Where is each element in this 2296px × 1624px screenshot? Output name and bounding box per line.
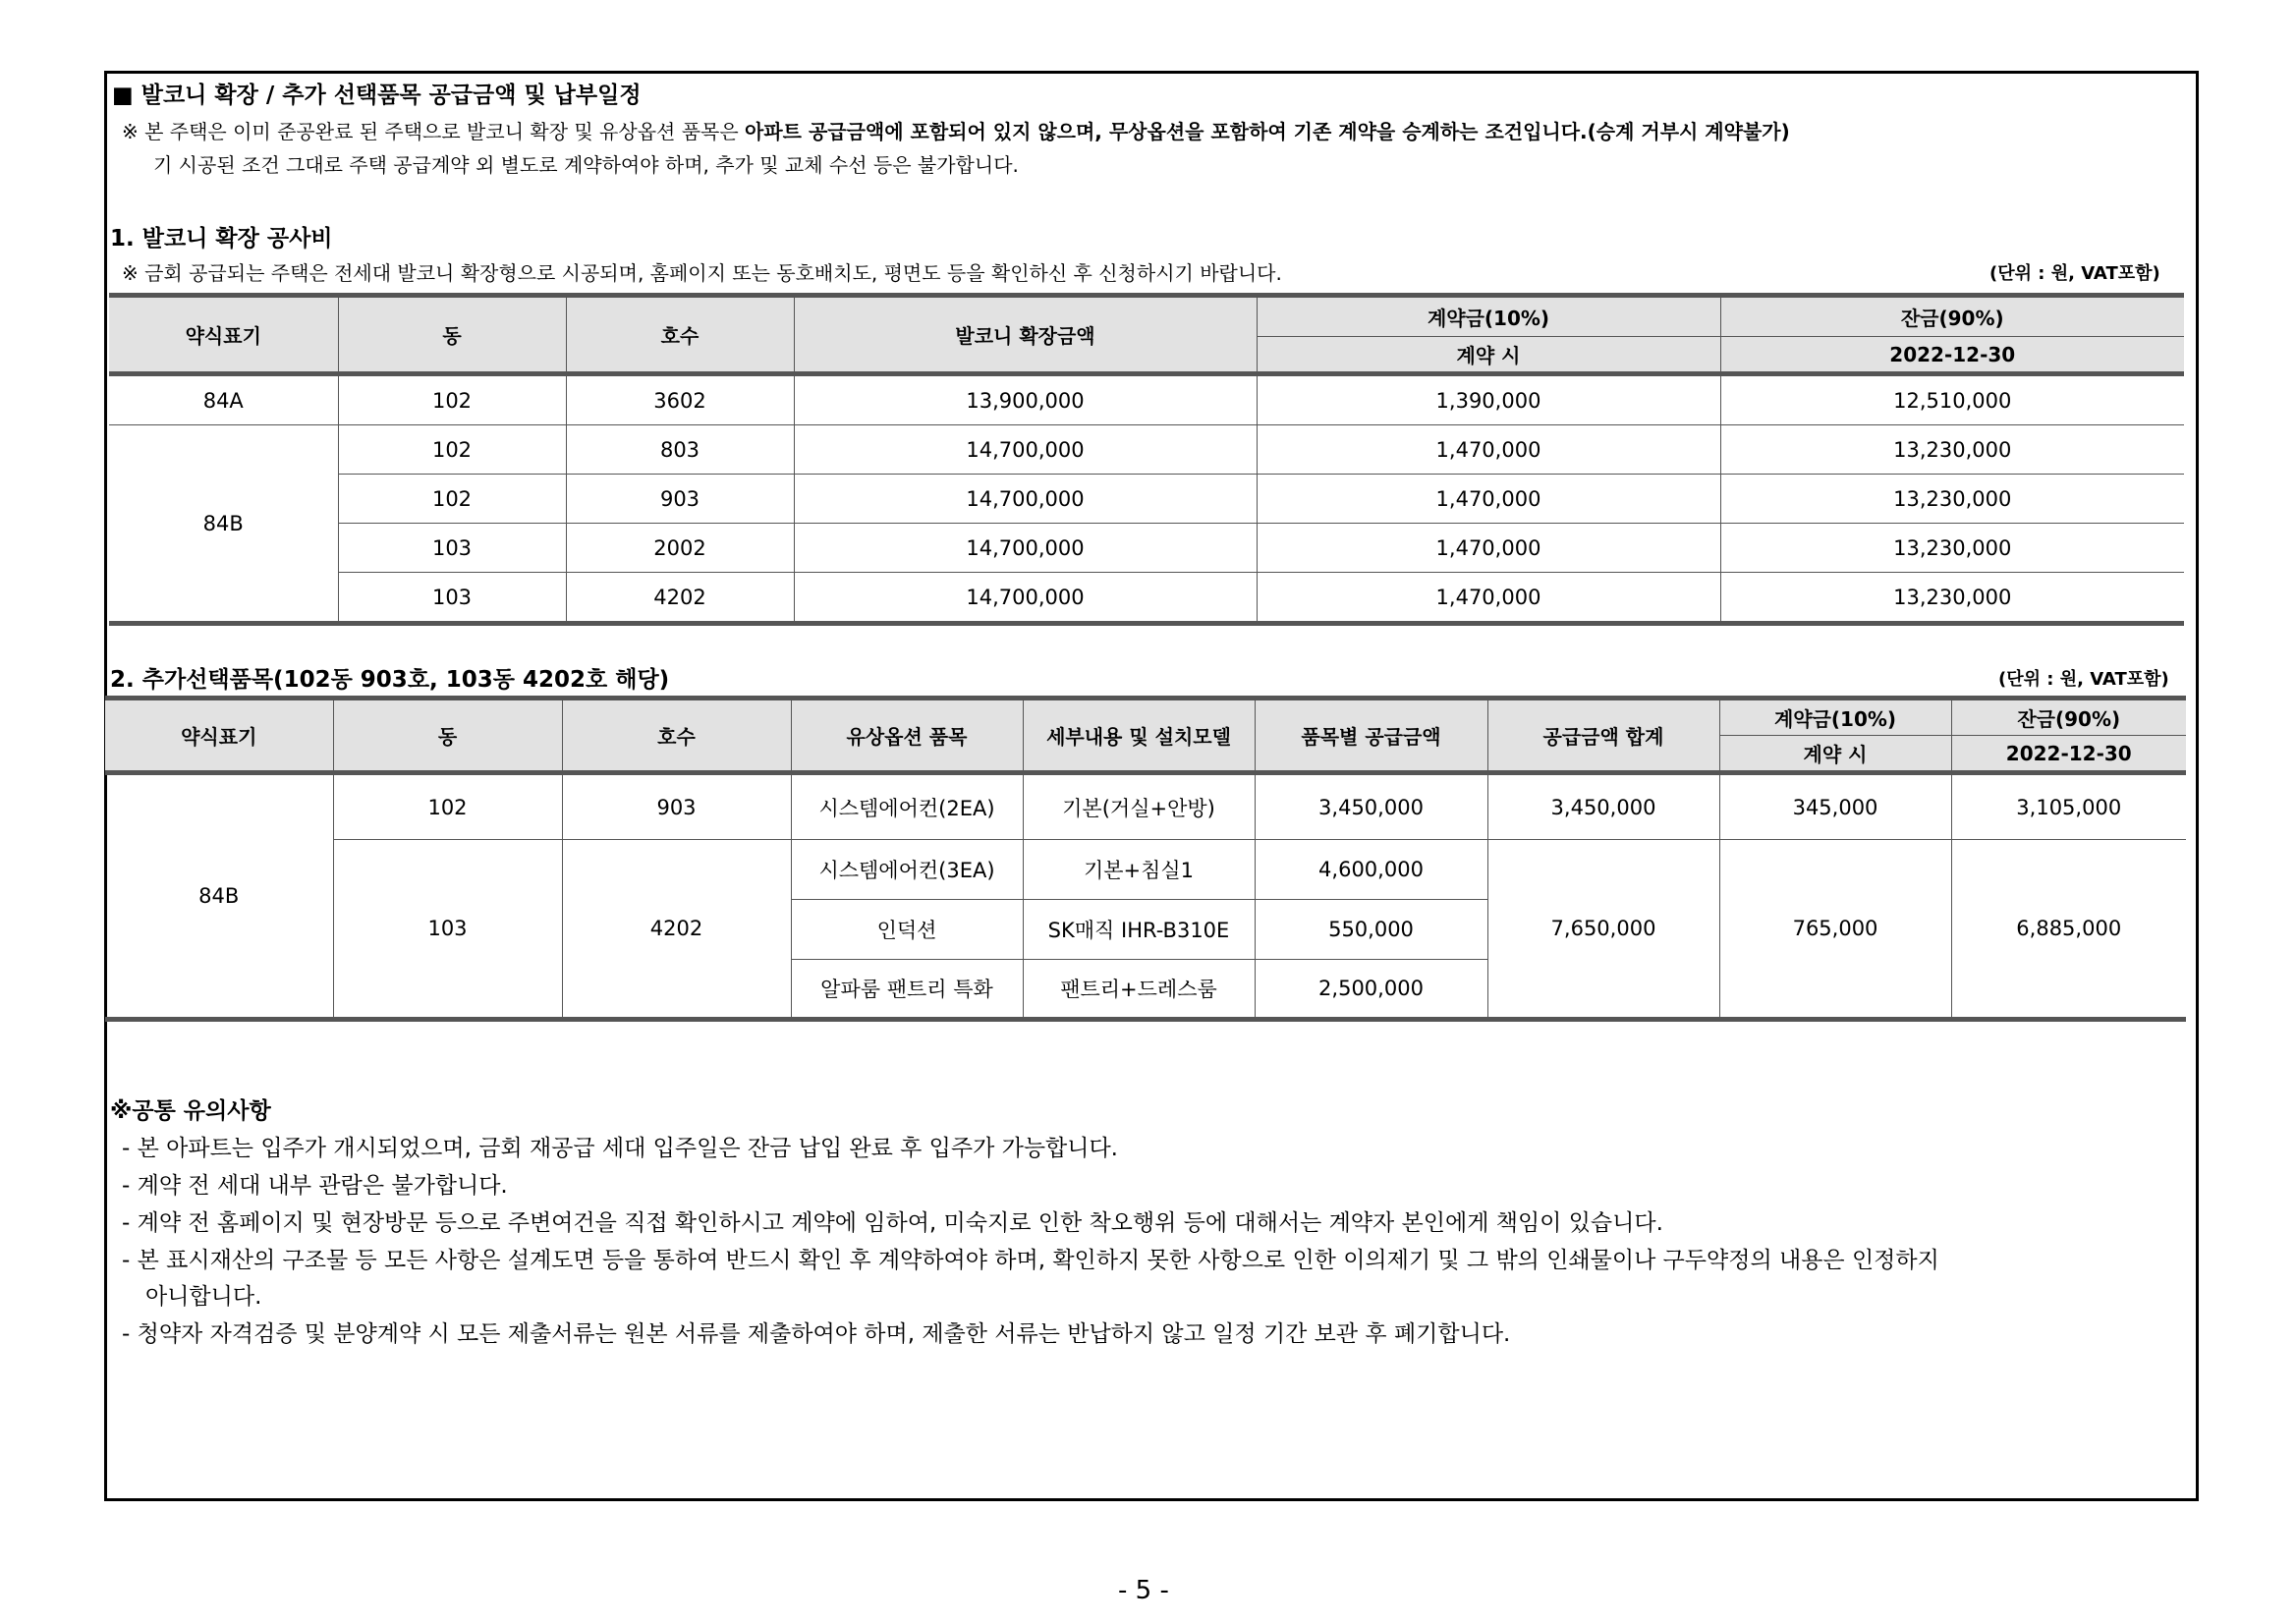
ho-cell: 903: [562, 773, 791, 840]
dong-cell: 102: [338, 374, 566, 425]
detail-cell: SK매직 IHR-B310E: [1023, 900, 1255, 960]
common-note-item: - 계약 전 세대 내부 관람은 불가합니다.: [122, 1173, 508, 1199]
intro-note-line1: [122, 116, 1790, 144]
header-total: 공급금액 합계: [1487, 699, 1719, 773]
intro-note-prefix: ※ 본 주택은 이미 준공완료 된 주택으로 발코니 확장 및 유상옵션 품목은: [122, 120, 746, 143]
header-ho: 호수: [562, 699, 791, 773]
header-type: 약식표기: [109, 296, 338, 374]
ho-cell: 803: [566, 425, 794, 475]
header-detail: 세부내용 및 설치모델: [1023, 699, 1255, 773]
header-balance: 잔금(90%): [1720, 296, 2184, 337]
price-cell: 550,000: [1255, 900, 1487, 960]
dong-cell: 103: [338, 573, 566, 624]
price-cell: 2,500,000: [1255, 960, 1487, 1020]
detail-cell: 팬트리+드레스룸: [1023, 960, 1255, 1020]
intro-note-bold: 아파트 공급금액에 포함되어 있지 않으며, 무상옵션을 포함하여 기존 계약을 승계하는 조건입니다.(승계 거부시 계약불가): [745, 120, 1790, 143]
header-price: 품목별 공급금액: [1255, 699, 1487, 773]
header-balance-sub: 2022-12-30: [1951, 736, 2186, 773]
common-note-item: - 계약 전 홈페이지 및 현장방문 등으로 주변여건을 직접 확인하시고 계약에 임하여, 미숙지로 인한 착오행위 등에 대해서는 계약자 본인에게 책임이 있습니다.: [122, 1210, 1663, 1236]
header-dong: 동: [333, 699, 562, 773]
options-table: [105, 696, 2186, 1022]
dong-cell: 102: [338, 475, 566, 524]
balcony-unit: (단위 : 원, VAT포함): [1989, 263, 2160, 284]
dong-cell: 102: [333, 773, 562, 840]
balance-cell: 6,885,000: [1951, 840, 2186, 1020]
type-cell: 84B: [105, 773, 333, 1020]
dong-cell: 103: [338, 524, 566, 573]
header-balance-sub: 2022-12-30: [1720, 337, 2184, 374]
intro-note-line2: 기 시공된 조건 그대로 주택 공급계약 외 별도로 계약하여야 하며, 추가 및 교체 수선 등은 불가합니다.: [153, 153, 1019, 177]
balcony-note: ※ 금회 공급되는 주택은 전세대 발코니 확장형으로 시공되며, 홈페이지 또는 동호배치도, 평면도 등을 확인하신 후 신청하시기 바랍니다.: [122, 261, 1282, 285]
item-cell: 시스템에어컨(2EA): [791, 773, 1023, 840]
price-cell: 3,450,000: [1255, 773, 1487, 840]
balance-cell: 3,105,000: [1951, 773, 2186, 840]
balcony-title: 1. 발코니 확장 공사비: [110, 226, 333, 252]
header-ho: 호수: [566, 296, 794, 374]
type-cell: 84B: [109, 425, 338, 624]
deposit-cell: 345,000: [1719, 773, 1951, 840]
type-cell: 84A: [109, 374, 338, 425]
header-type: 약식표기: [105, 699, 333, 773]
common-note-item-continued: 아니합니다.: [145, 1284, 262, 1310]
deposit-cell: 1,470,000: [1257, 425, 1720, 475]
common-note-item: - 청약자 자격검증 및 분양계약 시 모든 제출서류는 원본 서류를 제출하여야 하며, 제출한 서류는 반납하지 않고 일정 기간 보관 후 폐기합니다.: [122, 1321, 1511, 1347]
header-deposit-sub: 계약 시: [1257, 337, 1720, 374]
page-number: - 5 -: [1118, 1576, 1169, 1605]
balance-cell: 13,230,000: [1720, 425, 2184, 475]
deposit-cell: 765,000: [1719, 840, 1951, 1020]
header-item: 유상옵션 품목: [791, 699, 1023, 773]
dong-cell: 103: [333, 840, 562, 1020]
ho-cell: 4202: [562, 840, 791, 1020]
common-note-item: - 본 아파트는 입주가 개시되었으며, 금회 재공급 세대 입주일은 잔금 납입 완료 후 입주가 가능합니다.: [122, 1136, 1118, 1161]
detail-cell: 기본(거실+안방): [1023, 773, 1255, 840]
ho-cell: 3602: [566, 374, 794, 425]
header-deposit-sub: 계약 시: [1719, 736, 1951, 773]
balcony-table: [109, 293, 2184, 626]
total-cell: 7,650,000: [1487, 840, 1719, 1020]
amount-cell: 14,700,000: [794, 573, 1257, 624]
deposit-cell: 1,390,000: [1257, 374, 1720, 425]
header-deposit: 계약금(10%): [1719, 699, 1951, 736]
balance-cell: 13,230,000: [1720, 573, 2184, 624]
balance-cell: 13,230,000: [1720, 475, 2184, 524]
ho-cell: 2002: [566, 524, 794, 573]
total-cell: 3,450,000: [1487, 773, 1719, 840]
detail-cell: 기본+침실1: [1023, 840, 1255, 900]
price-cell: 4,600,000: [1255, 840, 1487, 900]
item-cell: 인덕션: [791, 900, 1023, 960]
deposit-cell: 1,470,000: [1257, 573, 1720, 624]
common-note-item: - 본 표시재산의 구조물 등 모든 사항은 설계도면 등을 통하여 반드시 확인 후 계약하여야 하며, 확인하지 못한 사항으로 인한 이의제기 및 그 밖의 인쇄물이나 구두약정의 내용은 인정하지: [122, 1248, 1939, 1273]
header-deposit: 계약금(10%): [1257, 296, 1720, 337]
header-amount: 발코니 확장금액: [794, 296, 1257, 374]
balance-cell: 12,510,000: [1720, 374, 2184, 425]
amount-cell: 13,900,000: [794, 374, 1257, 425]
item-cell: 알파룸 팬트리 특화: [791, 960, 1023, 1020]
ho-cell: 903: [566, 475, 794, 524]
section-header: ■ 발코니 확장 / 추가 선택품목 공급금액 및 납부일정: [112, 83, 642, 108]
options-unit: (단위 : 원, VAT포함): [1998, 669, 2169, 690]
deposit-cell: 1,470,000: [1257, 475, 1720, 524]
dong-cell: 102: [338, 425, 566, 475]
header-balance: 잔금(90%): [1951, 699, 2186, 736]
options-title: 2. 추가선택품목(102동 903호, 103동 4202호 해당): [110, 667, 670, 693]
deposit-cell: 1,470,000: [1257, 524, 1720, 573]
balance-cell: 13,230,000: [1720, 524, 2184, 573]
item-cell: 시스템에어컨(3EA): [791, 840, 1023, 900]
ho-cell: 4202: [566, 573, 794, 624]
common-notes-title: ※공통 유의사항: [110, 1098, 271, 1124]
amount-cell: 14,700,000: [794, 524, 1257, 573]
amount-cell: 14,700,000: [794, 475, 1257, 524]
header-dong: 동: [338, 296, 566, 374]
amount-cell: 14,700,000: [794, 425, 1257, 475]
